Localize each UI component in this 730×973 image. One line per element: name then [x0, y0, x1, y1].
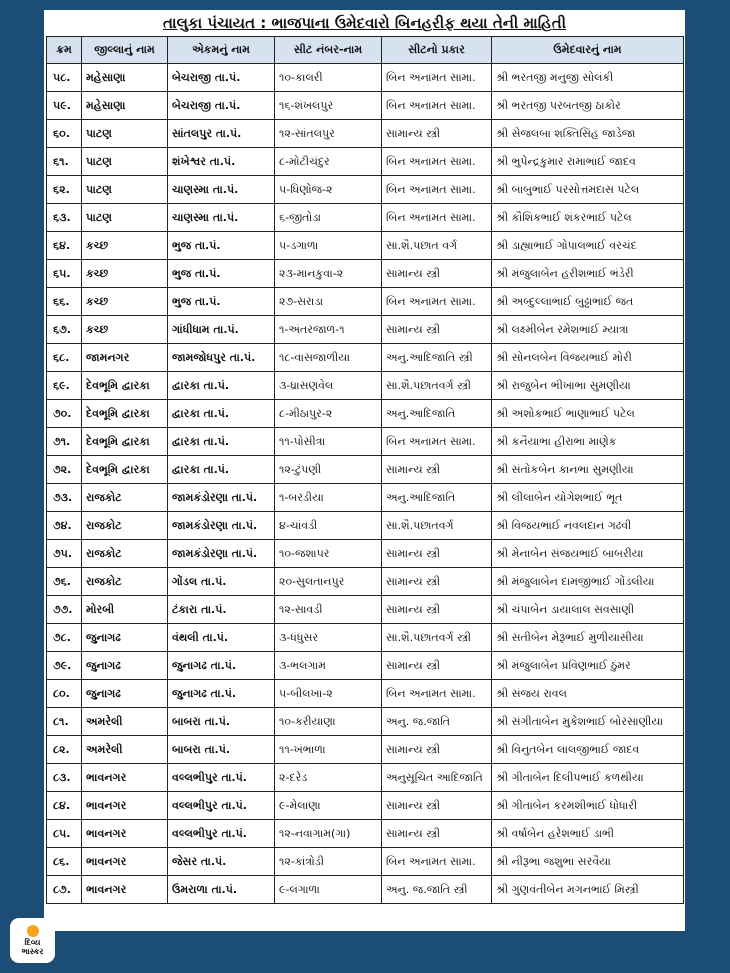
cell-candidate: શ્રી સંગીતાબેન મુકેશભાઈ બોરસાણીયા	[492, 708, 684, 736]
cell-seat: ૧૨-સાંતલપુર	[275, 120, 382, 148]
table-row	[47, 428, 684, 456]
column-header-serial: ક્રમ	[47, 37, 82, 64]
column-header-candidate: ઉમેદવારનું નામ	[492, 37, 684, 64]
cell-district: જુનાગઢ	[82, 624, 168, 652]
cell-seat: ૯-લંગાળા	[275, 876, 382, 904]
cell-candidate: શ્રી વર્ષાબેન હરેશભાઈ ડાભી	[492, 820, 684, 848]
cell-district: કચ્છ	[82, 288, 168, 316]
cell-district: કચ્છ	[82, 232, 168, 260]
cell-candidate: શ્રી સેજલબા શક્તિસિંહ જાડેજા	[492, 120, 684, 148]
cell-serial: ૬૧.	[47, 148, 82, 176]
cell-candidate: શ્રી ભુપેન્દ્રકુમાર રામાભાઈ જાદવ	[492, 148, 684, 176]
cell-serial: ૬૦.	[47, 120, 82, 148]
cell-unit: વલ્લભીપુર તા.પં.	[168, 764, 275, 792]
cell-district: ભાવનગર	[82, 876, 168, 904]
cell-candidate: શ્રી ગુણવંતીબેન મગનભાઈ મિસ્ત્રી	[492, 876, 684, 904]
cell-district: રાજકોટ	[82, 568, 168, 596]
cell-seat: ૧-બરડીયા	[275, 484, 382, 512]
cell-seat: ૧-અંતરજાળ-૧	[275, 316, 382, 344]
cell-seat-type: સામાન્ય સ્ત્રી	[382, 316, 492, 344]
cell-district: મહેસાણા	[82, 64, 168, 92]
cell-candidate: શ્રી ગીતાબેન કરમશીભાઈ ધોધારી	[492, 792, 684, 820]
table-row	[47, 92, 684, 120]
cell-seat-type: સા.શૈ.પછાતવર્ગ	[382, 512, 492, 540]
cell-candidate: શ્રી કૌશિકભાઈ શંકરભાઈ પટેલ	[492, 204, 684, 232]
cell-seat: ૧૬-શંખલપુર	[275, 92, 382, 120]
cell-district: જુનાગઢ	[82, 680, 168, 708]
cell-unit: વલ્લભીપુર તા.પં.	[168, 820, 275, 848]
cell-district: અમરેલી	[82, 736, 168, 764]
cell-unit: ભુજ તા.પં.	[168, 288, 275, 316]
table-row	[47, 316, 684, 344]
cell-district: ભાવનગર	[82, 848, 168, 876]
cell-candidate: શ્રી સંજય રાવલ	[492, 680, 684, 708]
cell-candidate: શ્રી નીરૂભા જશુભા સરવૈયા	[492, 848, 684, 876]
cell-seat-type: બિન અનામત સામા.	[382, 64, 492, 92]
cell-serial: ૮૪.	[47, 792, 82, 820]
cell-unit: દ્વારકા તા.પં.	[168, 428, 275, 456]
cell-seat: ૨૦-સુલતાનપુર	[275, 568, 382, 596]
cell-seat: ૧૨-ટુંપણી	[275, 456, 382, 484]
cell-serial: ૫૯.	[47, 92, 82, 120]
cell-seat: ૧૦-કરીયાણા	[275, 708, 382, 736]
cell-serial: ૮૦.	[47, 680, 82, 708]
table-row	[47, 596, 684, 624]
cell-district: રાજકોટ	[82, 540, 168, 568]
cell-district: દેવભૂમિ દ્વારકા	[82, 400, 168, 428]
divya-bhaskar-logo	[10, 918, 55, 963]
table-row	[47, 260, 684, 288]
cell-seat: ૧૮-વાસજાળીયા	[275, 344, 382, 372]
cell-district: ભાવનગર	[82, 792, 168, 820]
cell-candidate: શ્રી ડાહ્યાભાઈ ગોપાલભાઈ વરચંદ	[492, 232, 684, 260]
cell-candidate: શ્રી બાબુભાઈ પરસોત્તમદાસ પટેલ	[492, 176, 684, 204]
cell-candidate: શ્રી સંતોકબેન કાનભા સુમણીયા	[492, 456, 684, 484]
cell-district: ભાવનગર	[82, 820, 168, 848]
document-panel	[44, 10, 685, 931]
table-row	[47, 736, 684, 764]
cell-district: અમરેલી	[82, 708, 168, 736]
cell-candidate: શ્રી ગીતાબેન દિલીપભાઈ કળથીયા	[492, 764, 684, 792]
table-row	[47, 568, 684, 596]
cell-unit: બાબરા તા.પં.	[168, 708, 275, 736]
cell-candidate: શ્રી ચંપાબેન ડાયાલાલ સવસાણી	[492, 596, 684, 624]
cell-serial: ૮૧.	[47, 708, 82, 736]
logo-text-line1: દિવ્ય	[24, 938, 41, 947]
cell-serial: ૮૫.	[47, 820, 82, 848]
table-row	[47, 708, 684, 736]
cell-seat-type: સામાન્ય સ્ત્રી	[382, 120, 492, 148]
cell-seat: ૮-મોટીચંદુર	[275, 148, 382, 176]
cell-unit: જામકંડોરણા તા.પં.	[168, 512, 275, 540]
cell-unit: બાબરા તા.પં.	[168, 736, 275, 764]
cell-seat: ૧૦-જશાપર	[275, 540, 382, 568]
table-row	[47, 400, 684, 428]
cell-unit: બેચરાજી તા.પં.	[168, 92, 275, 120]
cell-serial: ૫૮.	[47, 64, 82, 92]
table-row	[47, 848, 684, 876]
column-header-unit: એકમનું નામ	[168, 37, 275, 64]
cell-seat: ૧૨-કાંત્રોડી	[275, 848, 382, 876]
sun-icon	[27, 925, 39, 937]
cell-seat: ૬-જીતોડા	[275, 204, 382, 232]
cell-seat: ૧૨-નવાગામ(ગા)	[275, 820, 382, 848]
cell-candidate: શ્રી લીલાબેન યોગેશભાઈ ભૂત	[492, 484, 684, 512]
cell-candidate: શ્રી કનૈયાભા હીરાભા માણેક	[492, 428, 684, 456]
table-row	[47, 540, 684, 568]
cell-district: ભાવનગર	[82, 764, 168, 792]
cell-seat-type: સામાન્ય સ્ત્રી	[382, 792, 492, 820]
page-title: તાલુકા પંચાયત : ભાજપાના ઉમેદવારો બિનહરીફ થયા તેની માહિતી	[162, 14, 567, 32]
cell-seat-type: સા.શૈ.પછાત વર્ગ	[382, 232, 492, 260]
cell-unit: જેસર તા.પં.	[168, 848, 275, 876]
cell-seat-type: બિન અનામત સામા.	[382, 176, 492, 204]
cell-unit: ચાણસ્મા તા.પં.	[168, 204, 275, 232]
cell-seat: ૯-મેલાણા	[275, 792, 382, 820]
table-row	[47, 764, 684, 792]
cell-seat-type: અનુ. જ.જાતિ	[382, 708, 492, 736]
cell-seat-type: સામાન્ય સ્ત્રી	[382, 568, 492, 596]
cell-candidate: શ્રી સોનલબેન વિજયભાઈ મોરી	[492, 344, 684, 372]
cell-unit: ગાંધીધામ તા.પં.	[168, 316, 275, 344]
cell-unit: ઉમરાળા તા.પં.	[168, 876, 275, 904]
cell-candidate: શ્રી મંજુલાબેન હરીશભાઈ ભંડેરી	[492, 260, 684, 288]
cell-serial: ૮૨.	[47, 736, 82, 764]
cell-candidate: શ્રી અબ્દુલ્લાભાઈ બુઢ્ઢાભાઈ જત	[492, 288, 684, 316]
table-row	[47, 176, 684, 204]
cell-candidate: શ્રી મંજુલાબેન દામજીભાઈ ગોંડલીયા	[492, 568, 684, 596]
cell-district: જામનગર	[82, 344, 168, 372]
cell-serial: ૮૬.	[47, 848, 82, 876]
cell-serial: ૭૯.	[47, 652, 82, 680]
cell-unit: દ્વારકા તા.પં.	[168, 372, 275, 400]
cell-unit: વલ્લભીપુર તા.પં.	[168, 792, 275, 820]
cell-district: કચ્છ	[82, 316, 168, 344]
cell-serial: ૮૭.	[47, 876, 82, 904]
cell-unit: ભુજ તા.પં.	[168, 260, 275, 288]
cell-district: રાજકોટ	[82, 512, 168, 540]
cell-serial: ૭૩.	[47, 484, 82, 512]
cell-district: પાટણ	[82, 204, 168, 232]
cell-district: મોરબી	[82, 596, 168, 624]
cell-district: પાટણ	[82, 148, 168, 176]
cell-serial: ૭૬.	[47, 568, 82, 596]
table-row	[47, 512, 684, 540]
table-row	[47, 288, 684, 316]
cell-seat: ૧૦-કાલરી	[275, 64, 382, 92]
logo-text-line2: ભાસ્કર	[21, 947, 44, 956]
cell-district: જુનાગઢ	[82, 652, 168, 680]
cell-seat-type: અનુ. જ.જાતિ સ્ત્રી	[382, 876, 492, 904]
cell-seat: ૩-ધ્રાસણવેલ	[275, 372, 382, 400]
column-header-seat-type: સીટનો પ્રકાર	[382, 37, 492, 64]
cell-district: પાટણ	[82, 120, 168, 148]
table-row	[47, 148, 684, 176]
cell-seat-type: સામાન્ય સ્ત્રી	[382, 540, 492, 568]
cell-unit: જામકંડોરણા તા.પં.	[168, 540, 275, 568]
cell-seat: ૫-બીલખા-૨	[275, 680, 382, 708]
cell-candidate: શ્રી મેનાબેન સંજયભાઈ બાબરીયા	[492, 540, 684, 568]
cell-seat-type: અનુ.આદિજાતિ સ્ત્રી	[382, 344, 492, 372]
table-row	[47, 204, 684, 232]
cell-seat-type: અનુસૂચિત આદિજાતિ	[382, 764, 492, 792]
cell-seat-type: બિન અનામત સામા.	[382, 148, 492, 176]
cell-district: મહેસાણા	[82, 92, 168, 120]
cell-serial: ૮૩.	[47, 764, 82, 792]
table-row	[47, 792, 684, 820]
cell-serial: ૬૭.	[47, 316, 82, 344]
cell-unit: દ્વારકા તા.પં.	[168, 456, 275, 484]
cell-seat-type: સામાન્ય સ્ત્રી	[382, 736, 492, 764]
cell-district: પાટણ	[82, 176, 168, 204]
cell-seat-type: બિન અનામત સામા.	[382, 680, 492, 708]
cell-serial: ૭૧.	[47, 428, 82, 456]
cell-candidate: શ્રી મંજુલાબેન પ્રવિણભાઈ ઠુંમર	[492, 652, 684, 680]
cell-seat-type: સામાન્ય સ્ત્રી	[382, 652, 492, 680]
table-row	[47, 876, 684, 904]
cell-candidate: શ્રી રાજુબેન ભીખાભા સુમણીયા	[492, 372, 684, 400]
cell-seat-type: બિન અનામત સામા.	[382, 92, 492, 120]
cell-unit: જુનાગઢ તા.પં.	[168, 680, 275, 708]
table-row	[47, 820, 684, 848]
cell-seat-type: સામાન્ય સ્ત્રી	[382, 820, 492, 848]
cell-seat: ૧૧-પોસીત્રા	[275, 428, 382, 456]
cell-unit: ચાણસ્મા તા.પં.	[168, 176, 275, 204]
cell-serial: ૭૪.	[47, 512, 82, 540]
cell-seat: ૧૨-સાવડી	[275, 596, 382, 624]
table-row	[47, 456, 684, 484]
cell-unit: ભુજ તા.પં.	[168, 232, 275, 260]
cell-serial: ૬૫.	[47, 260, 82, 288]
table-row	[47, 344, 684, 372]
table-header-row	[47, 37, 684, 64]
cell-serial: ૬૬.	[47, 288, 82, 316]
cell-district: દેવભૂમિ દ્વારકા	[82, 428, 168, 456]
cell-candidate: શ્રી વિજયભાઈ નવલદાન ગઢવી	[492, 512, 684, 540]
cell-seat-type: અનુ.આદિજાતિ	[382, 400, 492, 428]
cell-serial: ૬૪.	[47, 232, 82, 260]
cell-unit: વંથલી તા.પં.	[168, 624, 275, 652]
column-header-district: જીલ્લાનું નામ	[82, 37, 168, 64]
cell-candidate: શ્રી સતીબેન મેરૂભાઈ મુળીયાસીયા	[492, 624, 684, 652]
cell-unit: શંખેશ્વર તા.પં.	[168, 148, 275, 176]
cell-seat-type: સા.શૈ.પછાતવર્ગ સ્ત્રી	[382, 624, 492, 652]
cell-serial: ૭૭.	[47, 596, 82, 624]
cell-seat-type: સામાન્ય સ્ત્રી	[382, 456, 492, 484]
cell-unit: જુનાગઢ તા.પં.	[168, 652, 275, 680]
cell-seat: ૮-મીઠાપુર-૨	[275, 400, 382, 428]
cell-serial: ૬૨.	[47, 176, 82, 204]
cell-candidate: શ્રી ભરતજી મનુજી સોલંકી	[492, 64, 684, 92]
table-row	[47, 64, 684, 92]
cell-serial: ૬૮.	[47, 344, 82, 372]
table-row	[47, 232, 684, 260]
cell-district: રાજકોટ	[82, 484, 168, 512]
cell-unit: ગોંડલ તા.પં.	[168, 568, 275, 596]
column-header-seat: સીટ નંબર-નામ	[275, 37, 382, 64]
cell-seat: ૨૭-સરાડા	[275, 288, 382, 316]
cell-seat-type: બિન અનામત સામા.	[382, 848, 492, 876]
cell-seat: ૨૩-માનકુવા-૨	[275, 260, 382, 288]
cell-seat-type: સામાન્ય સ્ત્રી	[382, 596, 492, 624]
cell-unit: જામકંડોરણા તા.પં.	[168, 484, 275, 512]
cell-unit: ટંકારા તા.પં.	[168, 596, 275, 624]
cell-seat: ૩-ધંધુસર	[275, 624, 382, 652]
cell-seat: ૫-ધિણોજ-૨	[275, 176, 382, 204]
cell-seat: ૧૧-ખંભાળા	[275, 736, 382, 764]
table-body	[47, 64, 684, 904]
cell-district: કચ્છ	[82, 260, 168, 288]
cell-candidate: શ્રી અશોકભાઈ ભાણાભાઈ પટેલ	[492, 400, 684, 428]
cell-seat-type: સામાન્ય સ્ત્રી	[382, 260, 492, 288]
candidates-table	[46, 36, 684, 904]
cell-serial: ૭૨.	[47, 456, 82, 484]
cell-seat: ૩-ભલગામ	[275, 652, 382, 680]
cell-seat-type: બિન અનામત સામા.	[382, 204, 492, 232]
cell-serial: ૭૫.	[47, 540, 82, 568]
cell-seat: ૫-ડગાળા	[275, 232, 382, 260]
cell-serial: ૬૩.	[47, 204, 82, 232]
cell-unit: દ્વારકા તા.પં.	[168, 400, 275, 428]
table-row	[47, 680, 684, 708]
cell-unit: જામજોધપુર તા.પં.	[168, 344, 275, 372]
cell-unit: સાંતલપુર તા.પં.	[168, 120, 275, 148]
table-row	[47, 120, 684, 148]
cell-candidate: શ્રી લક્ષ્મીબેન રમેશભાઈ મ્યાત્રા	[492, 316, 684, 344]
cell-seat-type: બિન અનામત સામા.	[382, 428, 492, 456]
cell-candidate: શ્રી ભરતજી પરબતજી ઠાકોર	[492, 92, 684, 120]
cell-seat-type: બિન અનામત સામા.	[382, 288, 492, 316]
table-row	[47, 372, 684, 400]
cell-candidate: શ્રી વિનુતબેન લાલજીભાઈ જાદવ	[492, 736, 684, 764]
cell-seat: ૨-દરેડ	[275, 764, 382, 792]
cell-seat-type: અનુ.આદિજાતિ	[382, 484, 492, 512]
table-row	[47, 484, 684, 512]
table-row	[47, 652, 684, 680]
cell-serial: ૬૯.	[47, 372, 82, 400]
cell-unit: બેચરાજી તા.પં.	[168, 64, 275, 92]
table-row	[47, 624, 684, 652]
cell-seat-type: સા.શૈ.પછાતવર્ગ સ્ત્રી	[382, 372, 492, 400]
cell-serial: ૭૦.	[47, 400, 82, 428]
cell-district: દેવભૂમિ દ્વારકા	[82, 372, 168, 400]
cell-seat: ૪-ચાંવડી	[275, 512, 382, 540]
cell-serial: ૭૮.	[47, 624, 82, 652]
cell-district: દેવભૂમિ દ્વારકા	[82, 456, 168, 484]
